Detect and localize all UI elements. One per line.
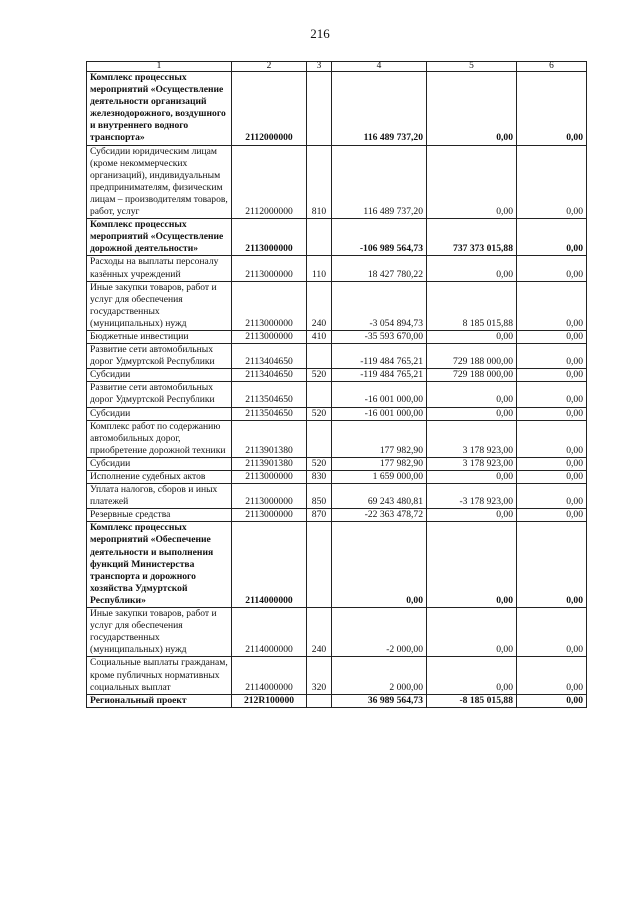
row-name-cell: Исполнение судебных актов [87, 471, 232, 484]
row-value-col5: 737 373 015,88 [427, 219, 517, 256]
table-row [87, 522, 587, 608]
table-row [87, 657, 587, 694]
row-value-col4: -16 001 000,00 [332, 407, 427, 420]
budget-table [86, 61, 587, 708]
row-name-cell: Региональный проект [87, 694, 232, 707]
table-row [87, 457, 587, 470]
row-value-col4: 177 982,90 [332, 457, 427, 470]
row-value-col4: 116 489 737,20 [332, 145, 427, 219]
row-type-cell: 520 [307, 407, 332, 420]
row-value-col6: 0,00 [517, 471, 587, 484]
row-value-col5: 3 178 923,00 [427, 457, 517, 470]
row-type-cell: 320 [307, 657, 332, 694]
column-header: 5 [427, 62, 517, 72]
row-code-cell: 2112000000 [232, 145, 307, 219]
row-value-col5: 0,00 [427, 522, 517, 608]
table-header-row [87, 62, 587, 72]
row-value-col5: 0,00 [427, 382, 517, 407]
row-value-col6: 0,00 [517, 407, 587, 420]
row-code-cell: 2113901380 [232, 420, 307, 457]
table-row [87, 281, 587, 330]
row-name-cell: Расходы на выплаты персоналу казённых учреждений [87, 256, 232, 281]
row-code-cell: 212R100000 [232, 694, 307, 707]
row-code-cell: 2113404650 [232, 369, 307, 382]
row-name-cell: Субсидии [87, 457, 232, 470]
row-code-cell: 2114000000 [232, 522, 307, 608]
table-row [87, 471, 587, 484]
row-value-col6: 0,00 [517, 484, 587, 509]
row-type-cell [307, 694, 332, 707]
row-type-cell: 870 [307, 509, 332, 522]
row-type-cell: 110 [307, 256, 332, 281]
row-value-col5: 0,00 [427, 145, 517, 219]
row-name-cell: Комплекс процессных мероприятий «Осуществление деятельности организаций железнодорожного, воздушного и внутреннего водного транспорта» [87, 72, 232, 146]
row-value-col4: -2 000,00 [332, 608, 427, 657]
row-value-col6: 0,00 [517, 382, 587, 407]
row-code-cell: 2113901380 [232, 457, 307, 470]
row-value-col5: 0,00 [427, 471, 517, 484]
row-name-cell: Резервные средства [87, 509, 232, 522]
row-value-col5: 0,00 [427, 330, 517, 343]
row-value-col5: 0,00 [427, 657, 517, 694]
row-type-cell [307, 72, 332, 146]
row-type-cell [307, 344, 332, 369]
row-value-col4: 177 982,90 [332, 420, 427, 457]
row-code-cell: 2113404650 [232, 344, 307, 369]
row-code-cell: 2114000000 [232, 608, 307, 657]
row-value-col4: -16 001 000,00 [332, 382, 427, 407]
row-type-cell: 240 [307, 608, 332, 657]
table-row [87, 72, 587, 146]
column-header: 2 [232, 62, 307, 72]
table-row [87, 407, 587, 420]
row-name-cell: Субсидии [87, 407, 232, 420]
row-value-col6: 0,00 [517, 219, 587, 256]
row-value-col4: -119 484 765,21 [332, 369, 427, 382]
row-value-col6: 0,00 [517, 330, 587, 343]
row-type-cell: 240 [307, 281, 332, 330]
row-value-col6: 0,00 [517, 256, 587, 281]
row-value-col6: 0,00 [517, 608, 587, 657]
row-code-cell: 2113000000 [232, 256, 307, 281]
row-type-cell [307, 522, 332, 608]
row-type-cell: 830 [307, 471, 332, 484]
table-row [87, 330, 587, 343]
row-value-col6: 0,00 [517, 281, 587, 330]
row-value-col6: 0,00 [517, 657, 587, 694]
table-row [87, 382, 587, 407]
row-name-cell: Иные закупки товаров, работ и услуг для обеспечения государственных (муниципальных) нужд [87, 608, 232, 657]
row-code-cell: 2113000000 [232, 330, 307, 343]
row-value-col4: 2 000,00 [332, 657, 427, 694]
row-name-cell: Иные закупки товаров, работ и услуг для обеспечения государственных (муниципальных) нужд [87, 281, 232, 330]
row-type-cell [307, 382, 332, 407]
table-row [87, 608, 587, 657]
row-value-col4: 1 659 000,00 [332, 471, 427, 484]
row-code-cell: 2113000000 [232, 219, 307, 256]
row-value-col4: -35 593 670,00 [332, 330, 427, 343]
row-name-cell: Комплекс процессных мероприятий «Осуществление дорожной деятельности» [87, 219, 232, 256]
row-value-col5: 729 188 000,00 [427, 344, 517, 369]
table-row [87, 694, 587, 707]
row-code-cell: 2113000000 [232, 484, 307, 509]
row-code-cell: 2113000000 [232, 509, 307, 522]
row-type-cell: 410 [307, 330, 332, 343]
table-row [87, 484, 587, 509]
row-value-col5: 8 185 015,88 [427, 281, 517, 330]
row-name-cell: Комплекс работ по содержанию автомобильных дорог, приобретение дорожной техники [87, 420, 232, 457]
table-row [87, 344, 587, 369]
row-name-cell: Бюджетные инвестиции [87, 330, 232, 343]
row-code-cell: 2112000000 [232, 72, 307, 146]
table-row [87, 509, 587, 522]
row-value-col5: 0,00 [427, 256, 517, 281]
row-value-col5: 0,00 [427, 407, 517, 420]
column-header: 3 [307, 62, 332, 72]
row-value-col6: 0,00 [517, 72, 587, 146]
row-value-col6: 0,00 [517, 457, 587, 470]
row-type-cell [307, 219, 332, 256]
row-value-col4: -106 989 564,73 [332, 219, 427, 256]
row-value-col4: 18 427 780,22 [332, 256, 427, 281]
row-value-col6: 0,00 [517, 369, 587, 382]
row-value-col6: 0,00 [517, 344, 587, 369]
page-number: 216 [310, 26, 330, 41]
row-name-cell: Социальные выплаты гражданам, кроме публичных нормативных социальных выплат [87, 657, 232, 694]
row-value-col5: 0,00 [427, 72, 517, 146]
table-row [87, 145, 587, 219]
row-value-col4: -119 484 765,21 [332, 344, 427, 369]
row-code-cell: 2113000000 [232, 281, 307, 330]
table-row [87, 219, 587, 256]
row-value-col4: 0,00 [332, 522, 427, 608]
column-header: 4 [332, 62, 427, 72]
row-name-cell: Развитие сети автомобильных дорог Удмуртской Республики [87, 382, 232, 407]
row-value-col4: 69 243 480,81 [332, 484, 427, 509]
row-code-cell: 2113504650 [232, 407, 307, 420]
row-value-col6: 0,00 [517, 509, 587, 522]
row-value-col5: -3 178 923,00 [427, 484, 517, 509]
row-name-cell: Субсидии [87, 369, 232, 382]
row-value-col6: 0,00 [517, 522, 587, 608]
row-value-col5: 729 188 000,00 [427, 369, 517, 382]
row-value-col5: 0,00 [427, 509, 517, 522]
table-row [87, 256, 587, 281]
table-row [87, 369, 587, 382]
row-value-col4: -3 054 894,73 [332, 281, 427, 330]
row-name-cell: Развитие сети автомобильных дорог Удмуртской Республики [87, 344, 232, 369]
row-name-cell: Комплекс процессных мероприятий «Обеспечение деятельности и выполнения функций Министерства транспорта и дорожного хозяйства Удмуртской Республики» [87, 522, 232, 608]
row-value-col5: 0,00 [427, 608, 517, 657]
table-row [87, 420, 587, 457]
row-type-cell: 520 [307, 457, 332, 470]
row-value-col5: -8 185 015,88 [427, 694, 517, 707]
row-code-cell: 2113000000 [232, 471, 307, 484]
row-name-cell: Субсидии юридическим лицам (кроме некоммерческих организаций), индивидуальным предпринимателям, физическим лицам – производителям товаров, работ, услуг [87, 145, 232, 219]
row-value-col4: 36 989 564,73 [332, 694, 427, 707]
column-header: 6 [517, 62, 587, 72]
row-value-col6: 0,00 [517, 145, 587, 219]
row-value-col6: 0,00 [517, 420, 587, 457]
row-value-col4: -22 363 478,72 [332, 509, 427, 522]
column-header: 1 [87, 62, 232, 72]
row-code-cell: 2114000000 [232, 657, 307, 694]
row-value-col5: 3 178 923,00 [427, 420, 517, 457]
row-code-cell: 2113504650 [232, 382, 307, 407]
row-type-cell: 850 [307, 484, 332, 509]
row-value-col6: 0,00 [517, 694, 587, 707]
row-type-cell: 520 [307, 369, 332, 382]
row-type-cell: 810 [307, 145, 332, 219]
row-name-cell: Уплата налогов, сборов и иных платежей [87, 484, 232, 509]
row-value-col4: 116 489 737,20 [332, 72, 427, 146]
row-type-cell [307, 420, 332, 457]
